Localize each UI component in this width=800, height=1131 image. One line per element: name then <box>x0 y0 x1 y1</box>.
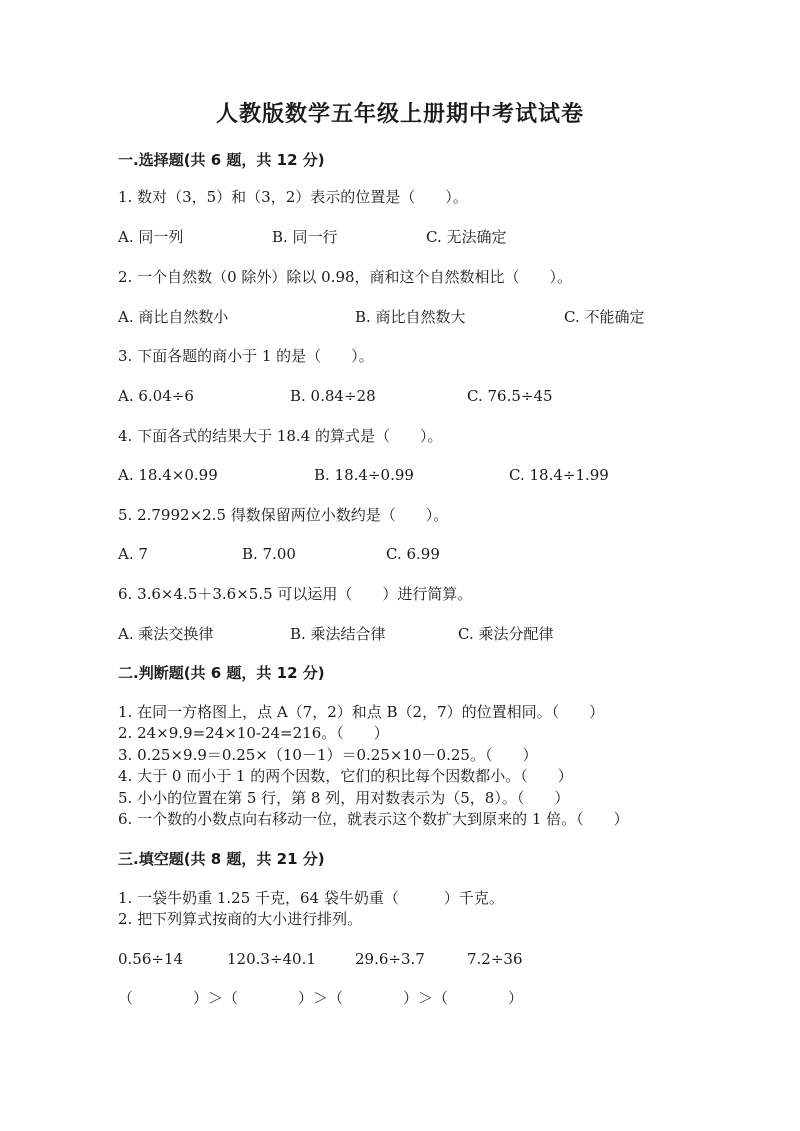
expression: 29.6÷3.7 <box>355 950 425 968</box>
option-a: A. 7 <box>118 545 148 563</box>
option-a: A. 6.04÷6 <box>118 387 194 405</box>
section-heading-choice: 一.选择题(共 6 题，共 12 分) <box>118 151 325 169</box>
fill-blank-item: 2. 把下列算式按商的大小进行排列。 <box>118 910 363 928</box>
option-c: C. 6.99 <box>386 545 440 563</box>
judgement-item: 3. 0.25×9.9＝0.25×（10－1）＝0.25×10－0.25。（ ） <box>118 746 538 764</box>
option-a: A. 乘法交换律 <box>118 625 214 643</box>
section-heading-fill-blank: 三.填空题(共 8 题，共 21 分) <box>118 850 325 868</box>
option-a: A. 18.4×0.99 <box>118 466 218 484</box>
option-b: B. 商比自然数大 <box>355 308 466 326</box>
option-b: B. 0.84÷28 <box>290 387 376 405</box>
option-c: C. 76.5÷45 <box>467 387 553 405</box>
option-b: B. 7.00 <box>242 545 296 563</box>
option-b: B. 乘法结合律 <box>290 625 386 643</box>
option-b: B. 同一行 <box>272 228 338 246</box>
option-c: C. 乘法分配律 <box>458 625 554 643</box>
question-stem: 6. 3.6×4.5＋3.6×5.5 可以运用（ ）进行简算。 <box>118 585 473 603</box>
judgement-item: 5. 小小的位置在第 5 行，第 8 列，用对数表示为（5，8）。（ ） <box>118 789 570 807</box>
expression: 7.2÷36 <box>467 950 523 968</box>
fill-blank-item: 1. 一袋牛奶重 1.25 千克，64 袋牛奶重（ ）千克。 <box>118 889 504 907</box>
question-stem: 4. 下面各式的结果大于 18.4 的算式是（ ）。 <box>118 427 443 445</box>
judgement-item: 4. 大于 0 而小于 1 的两个因数，它们的积比每个因数都小。（ ） <box>118 767 573 785</box>
option-a: A. 同一列 <box>118 228 184 246</box>
option-c: C. 不能确定 <box>564 308 645 326</box>
expression: 120.3÷40.1 <box>227 950 316 968</box>
option-c: C. 18.4÷1.99 <box>509 466 609 484</box>
judgement-item: 1. 在同一方格图上，点 A（7，2）和点 B（2，7）的位置相同。（ ） <box>118 703 605 721</box>
judgement-item: 2. 24×9.9=24×10-24=216。（ ） <box>118 724 389 742</box>
question-stem: 3. 下面各题的商小于 1 的是（ ）。 <box>118 347 374 365</box>
question-stem: 5. 2.7992×2.5 得数保留两位小数约是（ ）。 <box>118 506 449 524</box>
option-b: B. 18.4÷0.99 <box>314 466 414 484</box>
question-stem: 2. 一个自然数（0 除外）除以 0.98，商和这个自然数相比（ ）。 <box>118 268 573 286</box>
question-stem: 1. 数对（3，5）和（3，2）表示的位置是（ ）。 <box>118 188 468 206</box>
order-blanks: （ ）＞（ ）＞（ ）＞（ ） <box>118 989 524 1007</box>
expression: 0.56÷14 <box>118 950 184 968</box>
option-a: A. 商比自然数小 <box>118 308 229 326</box>
section-heading-judgement: 二.判断题(共 6 题，共 12 分) <box>118 664 325 682</box>
judgement-item: 6. 一个数的小数点向右移动一位，就表示这个数扩大到原来的 1 倍。（ ） <box>118 810 629 828</box>
option-c: C. 无法确定 <box>426 228 507 246</box>
page-title: 人教版数学五年级上册期中考试试卷 <box>215 101 584 127</box>
